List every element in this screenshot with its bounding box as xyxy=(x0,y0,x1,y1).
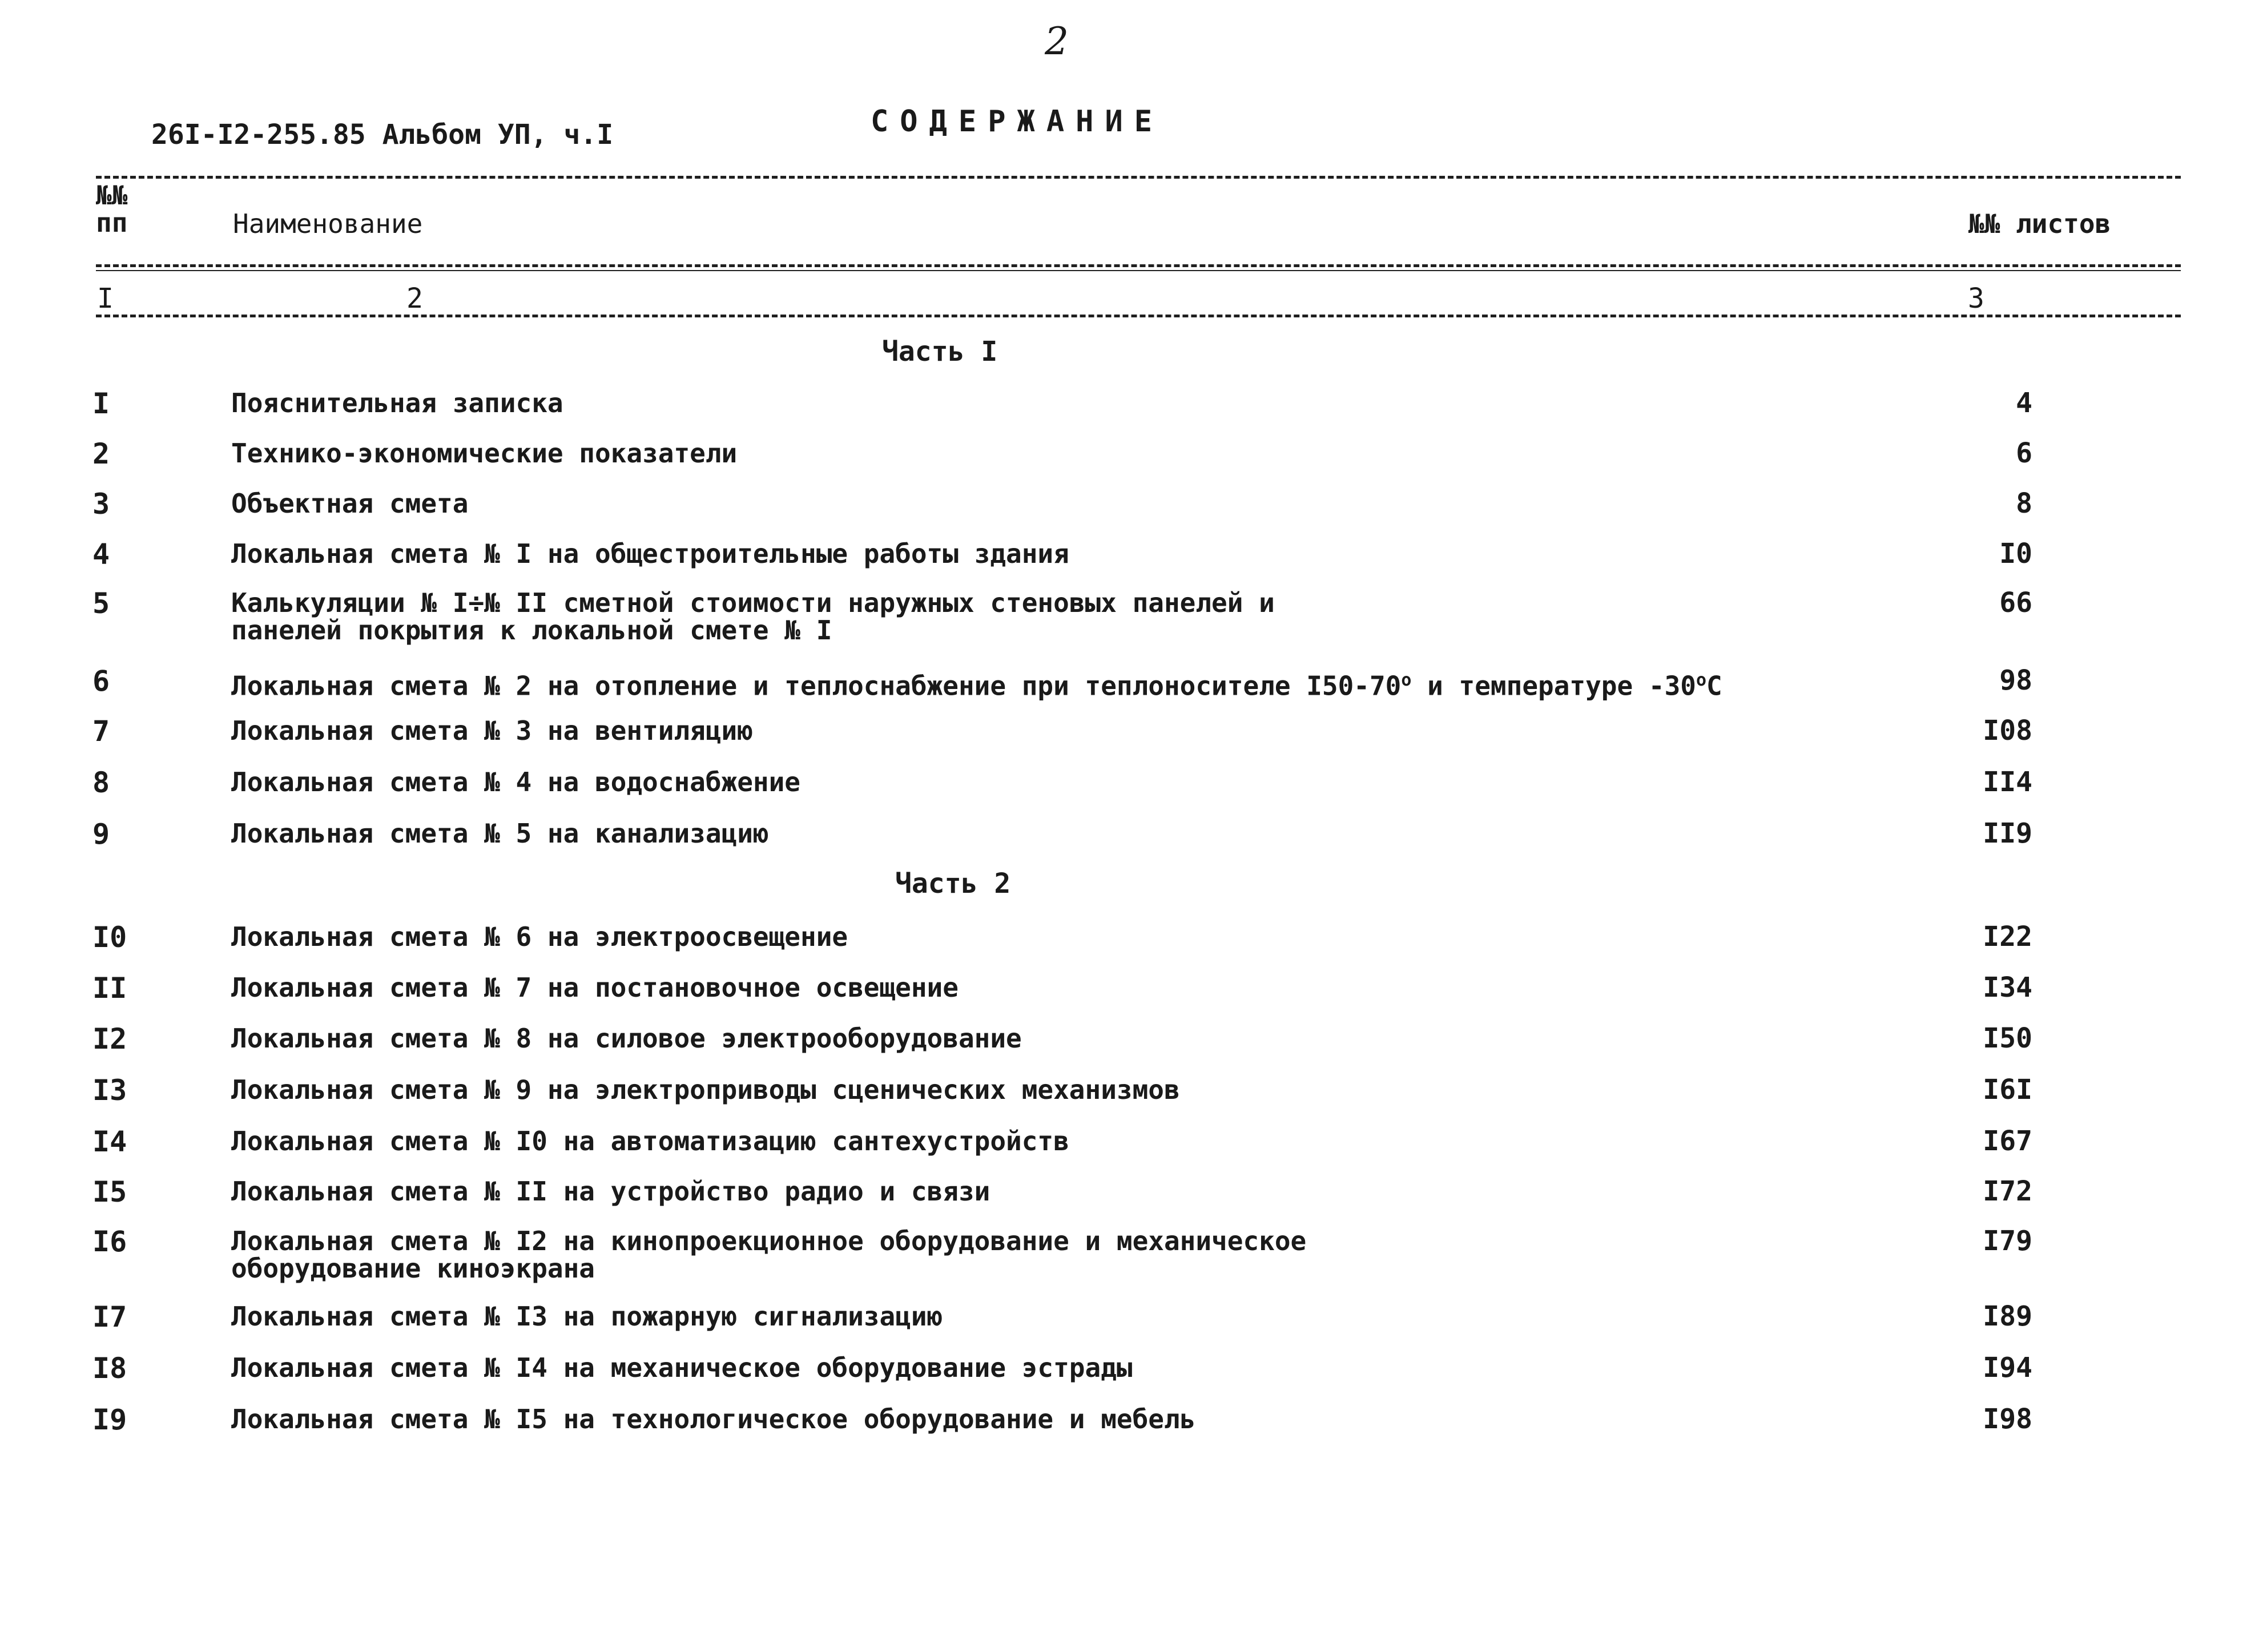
item-name: Локальная смета № 2 на отопление и теплоснабжение при теплоносителе $I50-70^о$ и температуре $-30^оС$ xyxy=(231,670,1722,702)
item-sheet-number: 4 xyxy=(2016,387,2032,419)
item-number: I9 xyxy=(92,1403,127,1436)
item-number: 5 xyxy=(92,587,110,620)
header-bottom-rule xyxy=(96,315,2181,317)
item-name: Локальная смета № 5 на канализацию xyxy=(231,818,769,849)
item-sheet-number: I89 xyxy=(1983,1300,2032,1332)
item-sheet-number: 98 xyxy=(1999,664,2032,696)
item-sheet-number: I08 xyxy=(1983,715,2032,747)
item-number: I8 xyxy=(92,1352,127,1385)
item-name: Локальная смета № 6 на электроосвещение xyxy=(231,921,848,952)
item-name: Локальная смета № 9 на электроприводы сценических механизмов xyxy=(231,1074,1180,1105)
item-sheet-number: I98 xyxy=(1983,1403,2032,1435)
item-number: 9 xyxy=(92,817,110,851)
item-name: Калькуляции № I÷№ II сметной стоимости наружных стеновых панелей и панелей покрытия к локальной смете № I xyxy=(231,587,1275,646)
section-title: Часть I xyxy=(882,336,998,368)
header-middle-rule-fine xyxy=(96,270,2181,271)
item-name: Локальная смета № 7 на постановочное освещение xyxy=(231,972,959,1003)
item-sheet-number: 8 xyxy=(2016,487,2032,519)
column-number-2: 2 xyxy=(406,283,423,315)
item-name: Локальная смета № 4 на водоснабжение xyxy=(231,767,800,797)
item-sheet-number: I0 xyxy=(1999,538,2032,570)
item-sheet-number: I50 xyxy=(1983,1022,2032,1054)
item-sheet-number: I22 xyxy=(1983,921,2032,953)
item-number: I5 xyxy=(92,1175,127,1208)
item-name: Пояснительная записка xyxy=(231,388,563,418)
item-name: Локальная смета № II на устройство радио и связи xyxy=(231,1176,990,1207)
item-number: II xyxy=(92,972,127,1005)
column-number-1: I xyxy=(97,283,114,315)
item-sheet-number: I34 xyxy=(1983,972,2032,1004)
item-number: 3 xyxy=(92,487,110,521)
column-number-3: 3 xyxy=(1968,283,1984,315)
header-top-rule xyxy=(96,176,2181,179)
item-name: Локальная смета № 8 на силовое электрооборудование xyxy=(231,1023,1022,1054)
item-sheet-number: II4 xyxy=(1983,766,2032,798)
item-name: Локальная смета № I3 на пожарную сигнализацию xyxy=(231,1301,943,1332)
item-number: I2 xyxy=(92,1022,127,1055)
item-name: Технико-экономические показатели xyxy=(231,438,738,469)
item-name: Локальная смета № I4 на механическое оборудование эстрады xyxy=(231,1352,1133,1383)
column-header-name: Наименование xyxy=(233,208,423,239)
item-name: Локальная смета № I0 на автоматизацию сантехустройств xyxy=(231,1126,1069,1157)
item-sheet-number: I79 xyxy=(1983,1225,2032,1257)
item-name: Локальная смета № I5 на технологическое оборудование и мебель xyxy=(231,1404,1196,1435)
item-sheet-number: 66 xyxy=(1999,587,2032,619)
item-number: I3 xyxy=(92,1074,127,1107)
section-title: Часть 2 xyxy=(895,868,1011,900)
item-number: 2 xyxy=(92,437,110,470)
item-number: I7 xyxy=(92,1300,127,1333)
item-name: Локальная смета № 3 на вентиляцию xyxy=(231,715,753,746)
item-number: 8 xyxy=(92,766,110,799)
column-header-sheets: №№ листов xyxy=(1968,208,2111,239)
header-middle-rule xyxy=(96,264,2181,267)
item-sheet-number: I6I xyxy=(1983,1074,2032,1106)
page-number: 2 xyxy=(1045,19,1069,63)
item-sheet-number: 6 xyxy=(2016,437,2032,469)
item-number: I xyxy=(92,387,110,420)
item-number: I4 xyxy=(92,1125,127,1158)
item-sheet-number: I67 xyxy=(1983,1125,2032,1157)
item-number: 4 xyxy=(92,538,110,571)
item-number: I6 xyxy=(92,1225,127,1258)
item-name: Объектная смета xyxy=(231,488,469,519)
item-name: Локальная смета № I на общестроительные работы здания xyxy=(231,538,1069,569)
item-sheet-number: I94 xyxy=(1983,1352,2032,1384)
document-title: СОДЕРЖАНИЕ xyxy=(871,104,1164,139)
item-sheet-number: I72 xyxy=(1983,1175,2032,1207)
document-code: 26I-I2-255.85 Альбом УП, ч.I xyxy=(151,119,614,151)
item-name: Локальная смета № I2 на кинопроекционное оборудование и механическое оборудование киноэкрана xyxy=(231,1226,1307,1284)
item-sheet-number: II9 xyxy=(1983,817,2032,849)
item-number: 6 xyxy=(92,664,110,698)
item-number: I0 xyxy=(92,921,127,954)
column-header-number: №№ пп xyxy=(96,180,128,239)
item-number: 7 xyxy=(92,715,110,748)
